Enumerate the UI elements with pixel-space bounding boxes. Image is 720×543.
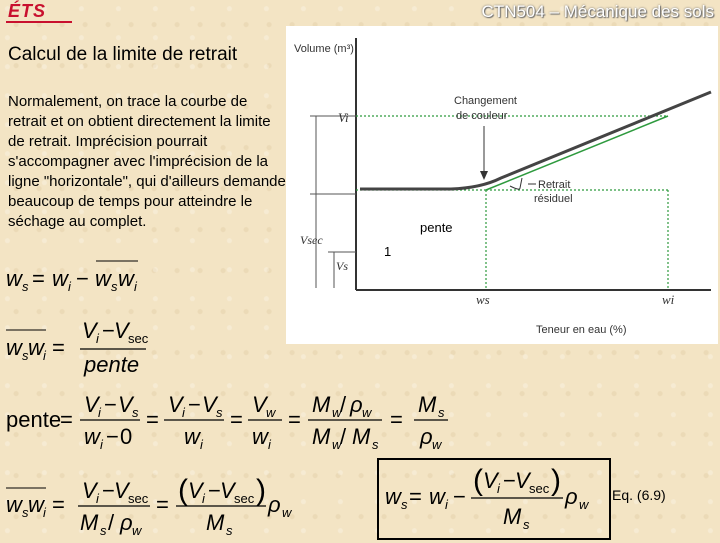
- svg-text:M: M: [80, 510, 99, 535]
- svg-text:ρ: ρ: [268, 492, 281, 517]
- svg-text:M: M: [206, 510, 225, 535]
- svg-text:i: i: [43, 348, 46, 363]
- svg-text:V: V: [82, 318, 97, 343]
- slope-line: [486, 116, 668, 190]
- svg-text:i: i: [100, 437, 103, 452]
- svg-text:=: =: [60, 407, 73, 432]
- vi-label: Vi: [338, 110, 349, 125]
- svg-text:=: =: [146, 407, 159, 432]
- svg-text:=: =: [52, 492, 65, 517]
- vs-label: Vs: [336, 259, 348, 273]
- svg-text:sec: sec: [529, 481, 550, 496]
- logo-underline: [6, 21, 72, 23]
- svg-text:s: s: [226, 523, 233, 538]
- svg-text:M: M: [352, 424, 371, 449]
- svg-text:ρ: ρ: [565, 484, 578, 509]
- svg-text:i: i: [268, 437, 271, 452]
- shrinkage-curve: [360, 92, 711, 189]
- course-title: CTN504 – Mécanique des sols: [481, 2, 714, 21]
- svg-text:w: w: [28, 492, 44, 517]
- svg-text:w: w: [6, 335, 22, 360]
- logo-text: ÉTS: [8, 1, 47, 21]
- y-axis-label: Volume (m³): [294, 43, 354, 55]
- svg-text:−: −: [188, 392, 201, 417]
- svg-text:(: (: [178, 474, 188, 507]
- svg-text:s: s: [401, 497, 408, 512]
- svg-text:0: 0: [120, 424, 133, 449]
- svg-text:−: −: [76, 266, 89, 291]
- svg-text:w: w: [282, 505, 292, 520]
- svg-text:s: s: [100, 523, 107, 538]
- svg-text:w: w: [332, 405, 342, 420]
- svg-text:w: w: [6, 266, 22, 291]
- boxed-equation: [377, 458, 611, 540]
- svg-text:−: −: [453, 484, 466, 509]
- svg-text:−: −: [503, 468, 516, 493]
- svg-text:i: i: [98, 405, 101, 420]
- slide-paragraph: Normalement, on trace la courbe de retrait et on obtient directement la limite de retrait. Imprécision pourrait s'accompagner avec l'imprécision de la ligne "horizontale", qui d'ailleurs demande beaucoup de temps pour atteindre le séchage au complet.: [8, 93, 286, 230]
- svg-text:w: w: [432, 437, 442, 452]
- svg-text:M: M: [312, 424, 331, 449]
- svg-text:=: =: [52, 335, 65, 360]
- color-change-arrowhead: [480, 171, 488, 180]
- svg-text:V: V: [84, 392, 99, 417]
- svg-text:w: w: [28, 335, 44, 360]
- svg-text:w: w: [385, 484, 401, 509]
- svg-text:s: s: [372, 437, 379, 452]
- svg-text:w: w: [579, 497, 589, 512]
- svg-text:i: i: [68, 279, 71, 294]
- equation-reference: Eq. (6.9): [612, 487, 666, 503]
- svg-text:V: V: [202, 392, 217, 417]
- svg-text:w: w: [252, 424, 268, 449]
- svg-text:w: w: [332, 437, 342, 452]
- svg-text:i: i: [96, 331, 99, 346]
- wi-label: wi: [662, 292, 675, 307]
- svg-text:=: =: [156, 492, 169, 517]
- svg-text:−: −: [102, 318, 115, 343]
- svg-text:V: V: [220, 478, 235, 503]
- svg-text:M: M: [418, 392, 437, 417]
- svg-text:w: w: [84, 424, 100, 449]
- svg-text:=: =: [288, 407, 301, 432]
- svg-text:i: i: [200, 437, 203, 452]
- svg-text:−: −: [208, 478, 221, 503]
- equation-3: [6, 392, 448, 452]
- svg-text:V: V: [252, 392, 267, 417]
- svg-text:V: V: [483, 468, 498, 493]
- equation-4: [6, 474, 293, 538]
- svg-text:s: s: [132, 405, 139, 420]
- svg-text:V: V: [168, 392, 183, 417]
- boxed-equation-svg: [379, 460, 609, 538]
- svg-text:=: =: [32, 266, 45, 291]
- svg-text:M: M: [312, 392, 331, 417]
- svg-text:ρ: ρ: [350, 392, 363, 417]
- svg-text:(: (: [473, 464, 483, 497]
- slide-heading: Calcul de la limite de retrait: [8, 44, 238, 65]
- equation-2: [6, 318, 149, 377]
- svg-text:w: w: [184, 424, 200, 449]
- svg-text:s: s: [22, 505, 29, 520]
- svg-text:−: −: [104, 392, 117, 417]
- svg-text:w: w: [52, 266, 68, 291]
- svg-text:w: w: [266, 405, 276, 420]
- one-label: 1: [384, 244, 392, 259]
- svg-text:i: i: [497, 481, 500, 496]
- ets-logo: [4, 2, 72, 24]
- svg-text:V: V: [82, 478, 97, 503]
- svg-text:): ): [551, 464, 561, 497]
- vsec-label: Vsec: [300, 233, 323, 247]
- svg-text:/: /: [340, 392, 347, 417]
- svg-text:i: i: [202, 491, 205, 506]
- pente-label: pente: [420, 220, 453, 235]
- svg-text:i: i: [445, 497, 448, 512]
- svg-text:i: i: [43, 505, 46, 520]
- svg-text:s: s: [22, 279, 29, 294]
- svg-text:i: i: [182, 405, 185, 420]
- svg-text:−: −: [106, 424, 119, 449]
- svg-text:M: M: [503, 504, 522, 529]
- svg-text:V: V: [114, 318, 129, 343]
- svg-text:=: =: [409, 484, 422, 509]
- annotation-color-change-line1: Changement: [454, 95, 517, 107]
- svg-text:s: s: [22, 348, 29, 363]
- svg-text:w: w: [95, 266, 111, 291]
- annotation-color-change-line2: de couleur: [456, 110, 508, 122]
- svg-text:w: w: [6, 492, 22, 517]
- svg-text:V: V: [188, 478, 203, 503]
- svg-text:V: V: [118, 392, 133, 417]
- svg-text:i: i: [134, 279, 137, 294]
- ws-label: ws: [476, 292, 490, 307]
- svg-text:=: =: [390, 407, 403, 432]
- svg-text:w: w: [429, 484, 445, 509]
- annotation-retrait-line1: Retrait: [538, 179, 571, 191]
- svg-text:V: V: [515, 468, 530, 493]
- svg-text:pente: pente: [6, 407, 62, 432]
- svg-text:w: w: [362, 405, 372, 420]
- svg-text:w: w: [132, 523, 142, 538]
- svg-text:sec: sec: [128, 331, 149, 346]
- svg-text:/: /: [340, 424, 347, 449]
- svg-text:/: /: [108, 510, 115, 535]
- x-axis-label: Teneur en eau (%): [536, 324, 627, 336]
- svg-text:−: −: [102, 478, 115, 503]
- annotation-retrait-line2: résiduel: [534, 193, 573, 205]
- svg-text:s: s: [111, 279, 118, 294]
- svg-text:=: =: [230, 407, 243, 432]
- svg-text:w: w: [118, 266, 134, 291]
- svg-text:ρ: ρ: [120, 510, 133, 535]
- svg-text:s: s: [216, 405, 223, 420]
- svg-text:s: s: [523, 517, 530, 532]
- svg-text:i: i: [96, 491, 99, 506]
- svg-text:sec: sec: [234, 491, 255, 506]
- equation-1: [6, 261, 138, 294]
- svg-text:ρ: ρ: [420, 424, 433, 449]
- svg-text:s: s: [438, 405, 445, 420]
- svg-text:pente: pente: [84, 352, 140, 377]
- svg-text:sec: sec: [128, 491, 149, 506]
- svg-text:): ): [256, 474, 266, 507]
- svg-text:V: V: [114, 478, 129, 503]
